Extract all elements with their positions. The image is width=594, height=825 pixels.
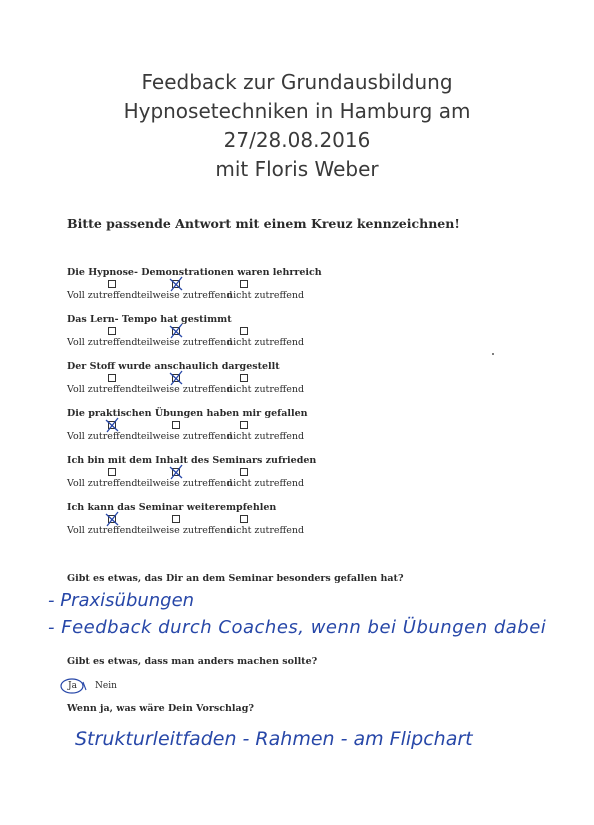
question-text: Ich bin mit dem Inhalt des Seminars zufrieden: [67, 455, 317, 466]
checkbox-none[interactable]: [240, 374, 248, 382]
option-label-none: nicht zutreffend: [227, 337, 305, 348]
open-question-suggestion: Wenn ja, was wäre Dein Vorschlag?: [67, 703, 254, 714]
question-text: Das Lern- Tempo hat gestimmt: [67, 314, 232, 325]
option-label-partial: teilweise zutreffend: [137, 337, 233, 348]
checkbox-none[interactable]: [240, 327, 248, 335]
answer-suggestion: Strukturleitfaden - Rahmen - am Flipchart: [75, 728, 473, 750]
checkbox-none[interactable]: [240, 468, 248, 476]
checkbox-full[interactable]: [108, 374, 116, 382]
checkbox-partial[interactable]: [172, 421, 180, 429]
answer-liked-line-1: - Praxisübungen: [48, 590, 195, 611]
option-label-full: Voll zutreffend: [67, 525, 138, 536]
question-text: Der Stoff wurde anschaulich dargestellt: [67, 361, 280, 372]
open-question-change: Gibt es etwas, dass man anders machen sollte?: [67, 656, 318, 667]
cross-mark: [167, 275, 185, 293]
checkbox-full[interactable]: [108, 327, 116, 335]
title-line-2: Hypnosetechniken in Hamburg am: [123, 99, 471, 123]
checkbox-none[interactable]: [240, 280, 248, 288]
checkbox-full[interactable]: [108, 468, 116, 476]
answer-liked-line-2: - Feedback durch Coaches, wenn bei Übungen dabei: [48, 617, 547, 638]
cross-mark: [103, 510, 121, 528]
option-label-partial: teilweise zutreffend: [137, 431, 233, 442]
option-label-none: nicht zutreffend: [227, 525, 305, 536]
title-line-3: 27/28.08.2016: [223, 128, 371, 152]
option-label-none: nicht zutreffend: [227, 384, 305, 395]
option-label-partial: teilweise zutreffend: [137, 525, 233, 536]
open-question-liked: Gibt es etwas, das Dir an dem Seminar besonders gefallen hat?: [67, 573, 404, 584]
option-label-partial: teilweise zutreffend: [137, 478, 233, 489]
option-label-full: Voll zutreffend: [67, 431, 138, 442]
checkbox-full[interactable]: [108, 280, 116, 288]
question-text: Ich kann das Seminar weiterempfehlen: [67, 502, 277, 513]
circle-mark-ja: [58, 676, 92, 696]
checkbox-partial[interactable]: [172, 515, 180, 523]
form-title: [0, 68, 594, 184]
cross-mark: [167, 463, 185, 481]
checkbox-none[interactable]: [240, 421, 248, 429]
title-line-1: Feedback zur Grundausbildung: [141, 70, 453, 94]
option-nein[interactable]: Nein: [95, 681, 117, 691]
option-label-full: Voll zutreffend: [67, 337, 138, 348]
cross-mark: [103, 416, 121, 434]
option-label-partial: teilweise zutreffend: [137, 290, 233, 301]
checkbox-none[interactable]: [240, 515, 248, 523]
title-line-4: mit Floris Weber: [215, 157, 379, 181]
option-label-partial: teilweise zutreffend: [137, 384, 233, 395]
question-text: Die praktischen Übungen haben mir gefallen: [67, 408, 308, 419]
question-text: Die Hypnose- Demonstrationen waren lehrreich: [67, 267, 322, 278]
cross-mark: [167, 322, 185, 340]
instruction-text: Bitte passende Antwort mit einem Kreuz kennzeichnen!: [67, 216, 460, 231]
option-label-full: Voll zutreffend: [67, 478, 138, 489]
option-ja[interactable]: Ja: [68, 681, 77, 691]
option-label-none: nicht zutreffend: [227, 290, 305, 301]
option-label-full: Voll zutreffend: [67, 290, 138, 301]
cross-mark: [167, 369, 185, 387]
option-label-none: nicht zutreffend: [227, 478, 305, 489]
option-label-full: Voll zutreffend: [67, 384, 138, 395]
option-label-none: nicht zutreffend: [227, 431, 305, 442]
paper-speck: [492, 353, 494, 355]
